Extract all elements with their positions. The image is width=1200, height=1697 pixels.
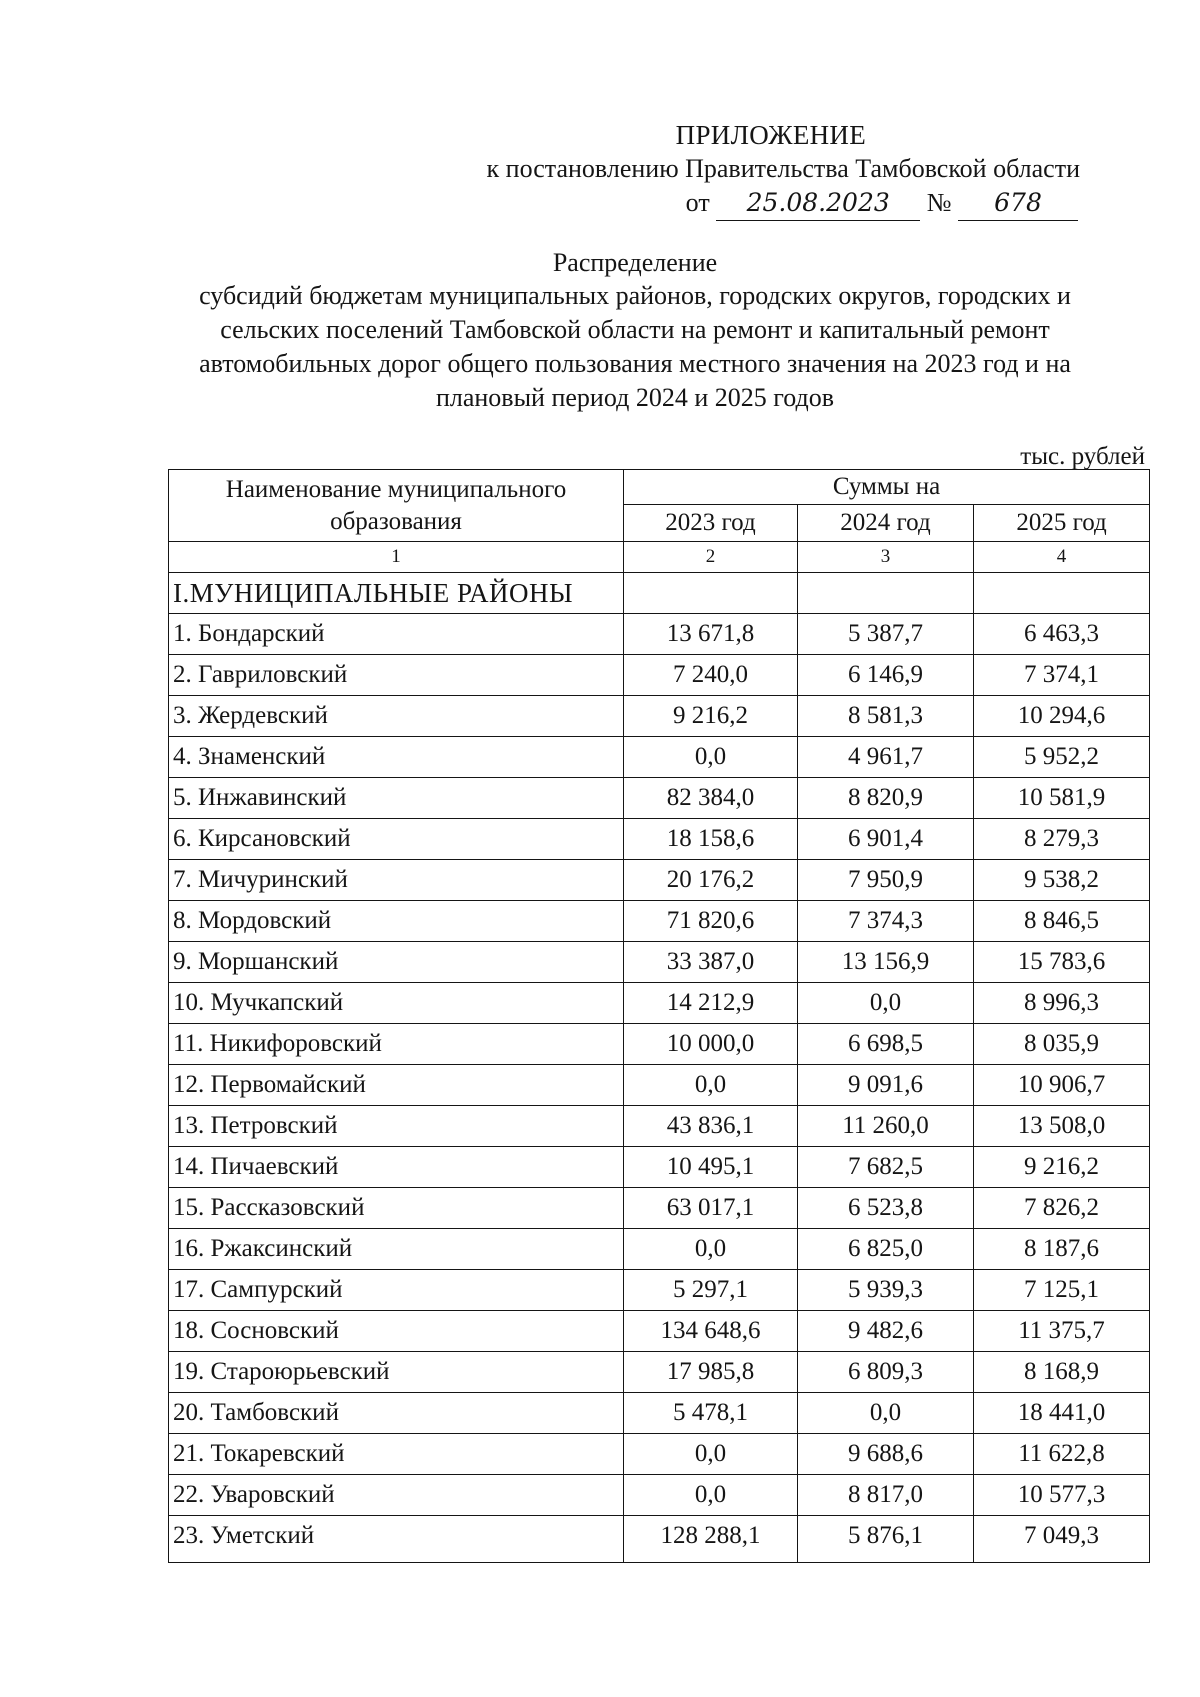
column-index: 2 [624, 542, 798, 573]
amount-2025: 5 952,2 [974, 737, 1150, 778]
table-row [169, 1311, 1150, 1352]
amount-2023: 7 240,0 [624, 655, 798, 696]
amount-2024: 9 482,6 [798, 1311, 974, 1352]
amount-2025: 13 508,0 [974, 1106, 1150, 1147]
amount-2023: 33 387,0 [624, 942, 798, 983]
municipality-name: 16. Ржаксинский [169, 1229, 624, 1270]
amount-2025: 8 168,9 [974, 1352, 1150, 1393]
column-header-year-2023: 2023 год [624, 505, 798, 542]
amount-2024: 5 876,1 [798, 1516, 974, 1563]
amount-2024: 9 688,6 [798, 1434, 974, 1475]
column-index: 3 [798, 542, 974, 573]
amount-2025: 9 538,2 [974, 860, 1150, 901]
amount-2023: 43 836,1 [624, 1106, 798, 1147]
amount-2024: 6 901,4 [798, 819, 974, 860]
table-row [169, 778, 1150, 819]
amount-2025: 11 375,7 [974, 1311, 1150, 1352]
document-title: Распределение [552, 248, 718, 277]
municipality-name: 5. Инжавинский [169, 778, 624, 819]
municipality-name: 15. Рассказовский [169, 1188, 624, 1229]
amount-2024: 13 156,9 [798, 942, 974, 983]
amount-2025: 10 294,6 [974, 696, 1150, 737]
subsidy-table [168, 469, 1150, 1563]
amount-2024: 7 682,5 [798, 1147, 974, 1188]
table-row [169, 1229, 1150, 1270]
table-row [169, 983, 1150, 1024]
amount-2024: 6 698,5 [798, 1024, 974, 1065]
amount-2023: 0,0 [624, 1475, 798, 1516]
municipality-name: 17. Сампурский [169, 1270, 624, 1311]
amount-2024: 5 939,3 [798, 1270, 974, 1311]
amount-2025: 11 622,8 [974, 1434, 1150, 1475]
amount-2023: 20 176,2 [624, 860, 798, 901]
amount-2025: 7 125,1 [974, 1270, 1150, 1311]
document-subtitle-line-2: сельских поселений Тамбовской области на ремонт и капитальный ремонт [220, 315, 1050, 344]
amount-2023: 0,0 [624, 1229, 798, 1270]
amount-2023: 63 017,1 [624, 1188, 798, 1229]
table-row [169, 1434, 1150, 1475]
table-row [169, 696, 1150, 737]
amount-2025: 8 846,5 [974, 901, 1150, 942]
column-index: 4 [974, 542, 1150, 573]
amount-2025: 6 463,3 [974, 614, 1150, 655]
municipality-name: 22. Уваровский [169, 1475, 624, 1516]
appendix-title: ПРИЛОЖЕНИЕ [675, 120, 866, 150]
table-row [169, 1475, 1150, 1516]
municipality-name: 20. Тамбовский [169, 1393, 624, 1434]
municipality-name: 11. Никифоровский [169, 1024, 624, 1065]
column-header-year-2024: 2024 год [798, 505, 974, 542]
amount-2024: 5 387,7 [798, 614, 974, 655]
amount-2025: 18 441,0 [974, 1393, 1150, 1434]
amount-2024: 9 091,6 [798, 1065, 974, 1106]
table-row [169, 1147, 1150, 1188]
column-index: 1 [169, 542, 624, 573]
amount-2025: 8 187,6 [974, 1229, 1150, 1270]
amount-2023: 18 158,6 [624, 819, 798, 860]
table-row [169, 901, 1150, 942]
table-row [169, 655, 1150, 696]
amount-2025: 7 826,2 [974, 1188, 1150, 1229]
amount-2025: 10 577,3 [974, 1475, 1150, 1516]
municipality-name: 2. Гавриловский [169, 655, 624, 696]
municipality-name: 3. Жердевский [169, 696, 624, 737]
amount-2023: 82 384,0 [624, 778, 798, 819]
table-row [169, 1188, 1150, 1229]
amount-2024: 11 260,0 [798, 1106, 974, 1147]
amount-2024: 6 809,3 [798, 1352, 974, 1393]
amount-2025: 10 581,9 [974, 778, 1150, 819]
table-row [169, 1352, 1150, 1393]
appendix-header [487, 118, 1080, 221]
document-subtitle-line-3: автомобильных дорог общего пользования местного значения на 2023 год и на [199, 349, 1071, 378]
municipality-name: 19. Староюрьевский [169, 1352, 624, 1393]
municipality-name: 13. Петровский [169, 1106, 624, 1147]
amount-2024: 6 146,9 [798, 655, 974, 696]
municipality-name: 4. Знаменский [169, 737, 624, 778]
document-subtitle-line-1: субсидий бюджетам муниципальных районов, городских округов, городских и [199, 281, 1071, 310]
table-row [169, 1393, 1150, 1434]
section-row [169, 573, 1150, 614]
municipality-name: 1. Бондарский [169, 614, 624, 655]
amount-2025: 7 374,1 [974, 655, 1150, 696]
amount-2023: 10 495,1 [624, 1147, 798, 1188]
column-header-year-2025: 2025 год [974, 505, 1150, 542]
appendix-date-line [487, 186, 1078, 221]
section-title: I.МУНИЦИПАЛЬНЫЕ РАЙОНЫ [169, 573, 624, 614]
amount-2025: 7 049,3 [974, 1516, 1150, 1563]
amount-2023: 71 820,6 [624, 901, 798, 942]
table-row [169, 1024, 1150, 1065]
column-header-sums: Суммы на [624, 470, 1150, 505]
amount-2023: 17 985,8 [624, 1352, 798, 1393]
amount-2025: 8 279,3 [974, 819, 1150, 860]
amount-2024: 6 825,0 [798, 1229, 974, 1270]
handwritten-number: 678 [958, 186, 1078, 221]
table-row [169, 1106, 1150, 1147]
table-row [169, 1270, 1150, 1311]
document-title-block [150, 246, 1120, 415]
municipality-name: 7. Мичуринский [169, 860, 624, 901]
table-row [169, 1065, 1150, 1106]
amount-2024: 7 374,3 [798, 901, 974, 942]
appendix-reference: к постановлению Правительства Тамбовской области [486, 154, 1080, 183]
municipality-name: 23. Уметский [169, 1516, 624, 1563]
amount-2023: 5 478,1 [624, 1393, 798, 1434]
municipality-name: 9. Моршанский [169, 942, 624, 983]
municipality-name: 6. Кирсановский [169, 819, 624, 860]
date-prefix: от [685, 188, 710, 217]
amount-2025: 15 783,6 [974, 942, 1150, 983]
amount-2023: 0,0 [624, 1065, 798, 1106]
amount-2024: 0,0 [798, 1393, 974, 1434]
amount-2023: 134 648,6 [624, 1311, 798, 1352]
amount-2024: 4 961,7 [798, 737, 974, 778]
municipality-name: 10. Мучкапский [169, 983, 624, 1024]
table-index-row [169, 542, 1150, 573]
table-row [169, 860, 1150, 901]
empty-cell [798, 573, 974, 614]
amount-2023: 0,0 [624, 1434, 798, 1475]
number-sign: № [926, 188, 952, 217]
table-row [169, 1516, 1150, 1563]
municipality-name: 8. Мордовский [169, 901, 624, 942]
table-header-row [169, 470, 1150, 505]
handwritten-date: 25.08.2023 [716, 186, 920, 221]
amount-2023: 0,0 [624, 737, 798, 778]
amount-2025: 9 216,2 [974, 1147, 1150, 1188]
amount-2023: 14 212,9 [624, 983, 798, 1024]
amount-2023: 128 288,1 [624, 1516, 798, 1563]
amount-2023: 9 216,2 [624, 696, 798, 737]
amount-2024: 6 523,8 [798, 1188, 974, 1229]
amount-2024: 8 581,3 [798, 696, 974, 737]
amount-2024: 0,0 [798, 983, 974, 1024]
amount-2024: 8 817,0 [798, 1475, 974, 1516]
municipality-name: 18. Сосновский [169, 1311, 624, 1352]
table-row [169, 819, 1150, 860]
table-row [169, 614, 1150, 655]
municipality-name: 12. Первомайский [169, 1065, 624, 1106]
amount-2025: 8 035,9 [974, 1024, 1150, 1065]
table-row [169, 942, 1150, 983]
amount-2023: 5 297,1 [624, 1270, 798, 1311]
document-subtitle-line-4: плановый период 2024 и 2025 годов [435, 383, 835, 412]
amount-2024: 7 950,9 [798, 860, 974, 901]
municipality-name: 21. Токаревский [169, 1434, 624, 1475]
units-label: тыс. рублей [1020, 443, 1145, 470]
amount-2025: 8 996,3 [974, 983, 1150, 1024]
amount-2023: 10 000,0 [624, 1024, 798, 1065]
municipality-name: 14. Пичаевский [169, 1147, 624, 1188]
amount-2024: 8 820,9 [798, 778, 974, 819]
column-header-name: Наименование муниципального образования [169, 470, 624, 542]
empty-cell [974, 573, 1150, 614]
table-row [169, 737, 1150, 778]
amount-2023: 13 671,8 [624, 614, 798, 655]
amount-2025: 10 906,7 [974, 1065, 1150, 1106]
empty-cell [624, 573, 798, 614]
